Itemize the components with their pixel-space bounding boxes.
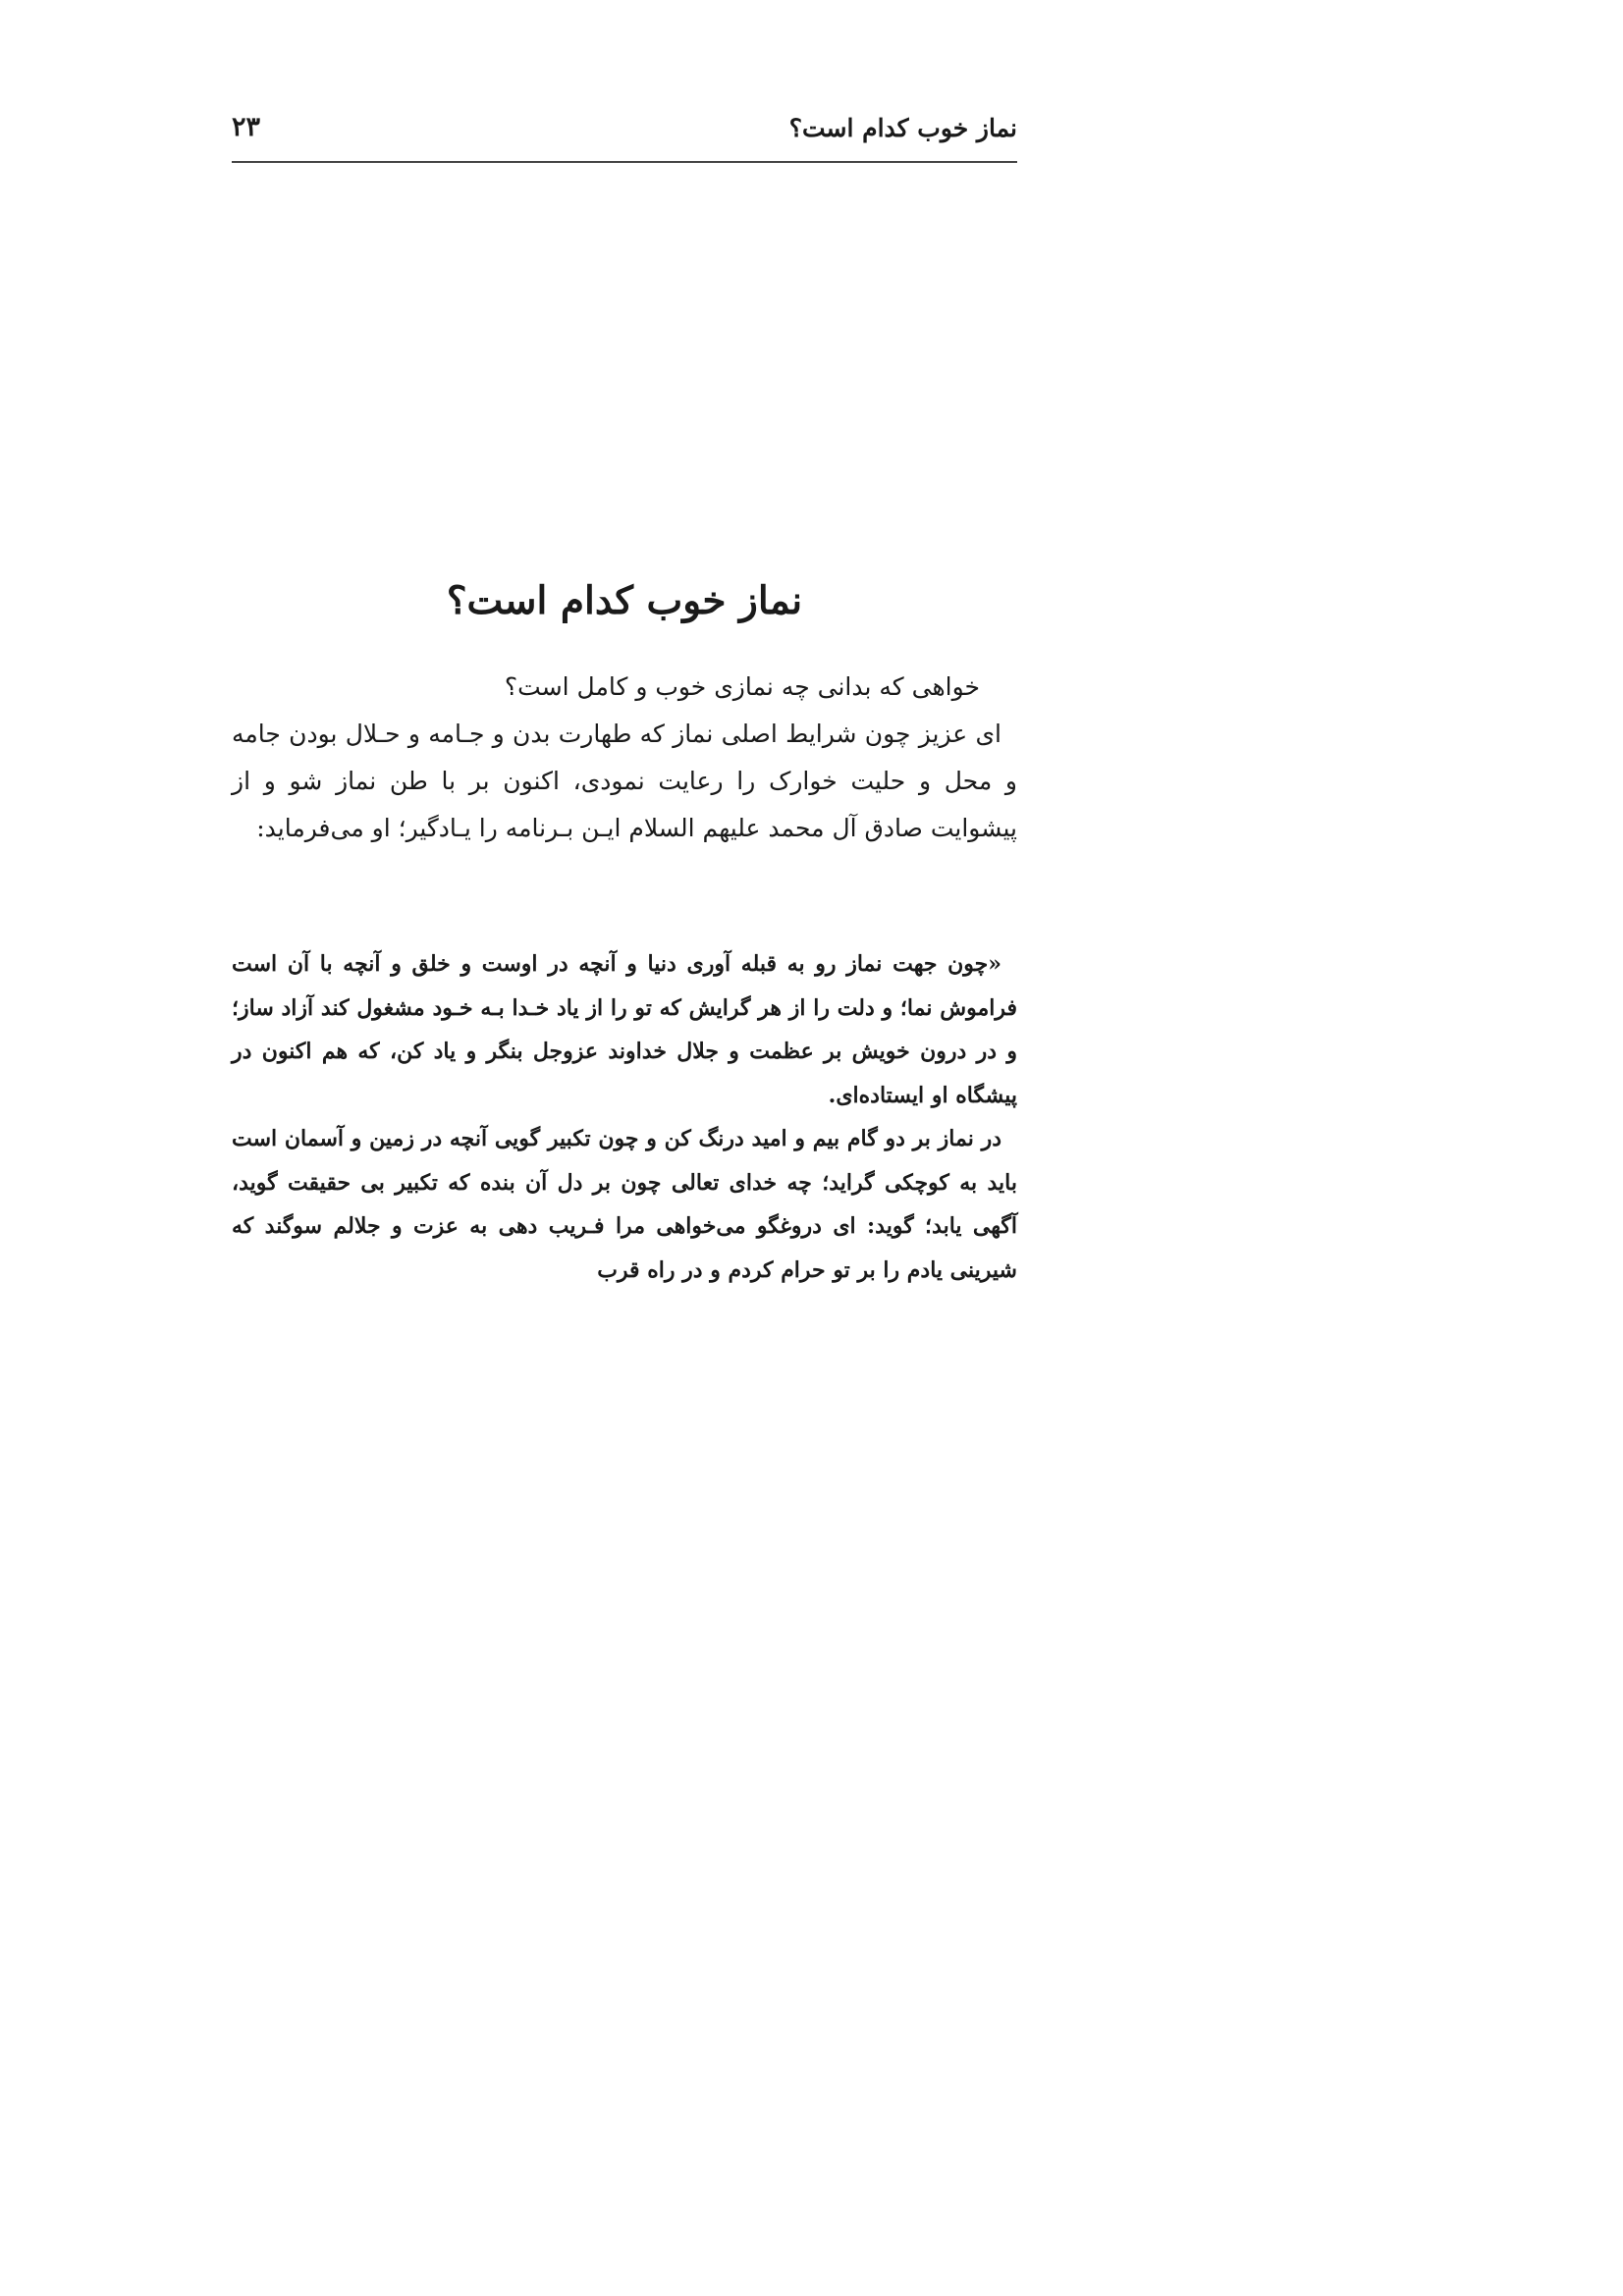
quote-paragraph: «چون جهت نماز رو به قبله آوری دنیا و آنچه در اوست و خلق و آنچه با آن است فراموش نما؛ و دلت را از هر گرایش که تو را از یاد خـدا بـه خـود مشغول کند آزاد ساز؛ و در درون خویش بر عظمت و جلال خداوند عزوجل بنگر و یاد کن، که هم اکنون در پیشگاه او ایستاده‌ای. (232, 951, 1017, 1108)
page-number: ۲۳ (232, 112, 261, 142)
header-rule (232, 161, 1017, 163)
running-header (232, 110, 1017, 159)
quoted-text (232, 942, 1017, 1292)
running-title: نماز خوب کدام است؟ (788, 114, 1017, 142)
chapter-title: نماز خوب کدام است؟ (446, 578, 803, 623)
body-text (232, 664, 1017, 852)
quote-paragraph: در نماز بر دو گام بیم و امید درنگ کن و چون تکبیر گویی آنچه در زمین و آسمان است باید به کوچکی گراید؛ چه خدای تعالی چون بر دل آن بنده که تکبیر بی حقیقت گوید، آگهی یابد؛ گوید: ای دروغگو می‌خواهی مرا فـریب دهی به عزت و جلالم سوگند که شیرینی یادم را بر تو حرام کردم و در راه قرب (232, 1126, 1017, 1283)
paragraph: ای عزیز چون شرایط اصلی نماز که طهارت بدن و جـامه و حـلال بودن جامه و محل و حلیت خوارک را رعایت نمودی، اکنون بر با طن نماز شو و از پیشوایت صادق آل محمد علیهم السلام ایـن بـرنامه را یـادگیر؛ او می‌فرماید: (232, 720, 1017, 842)
paragraph: خواهی که بدانی چه نمازی خوب و کامل است؟ (504, 672, 980, 701)
